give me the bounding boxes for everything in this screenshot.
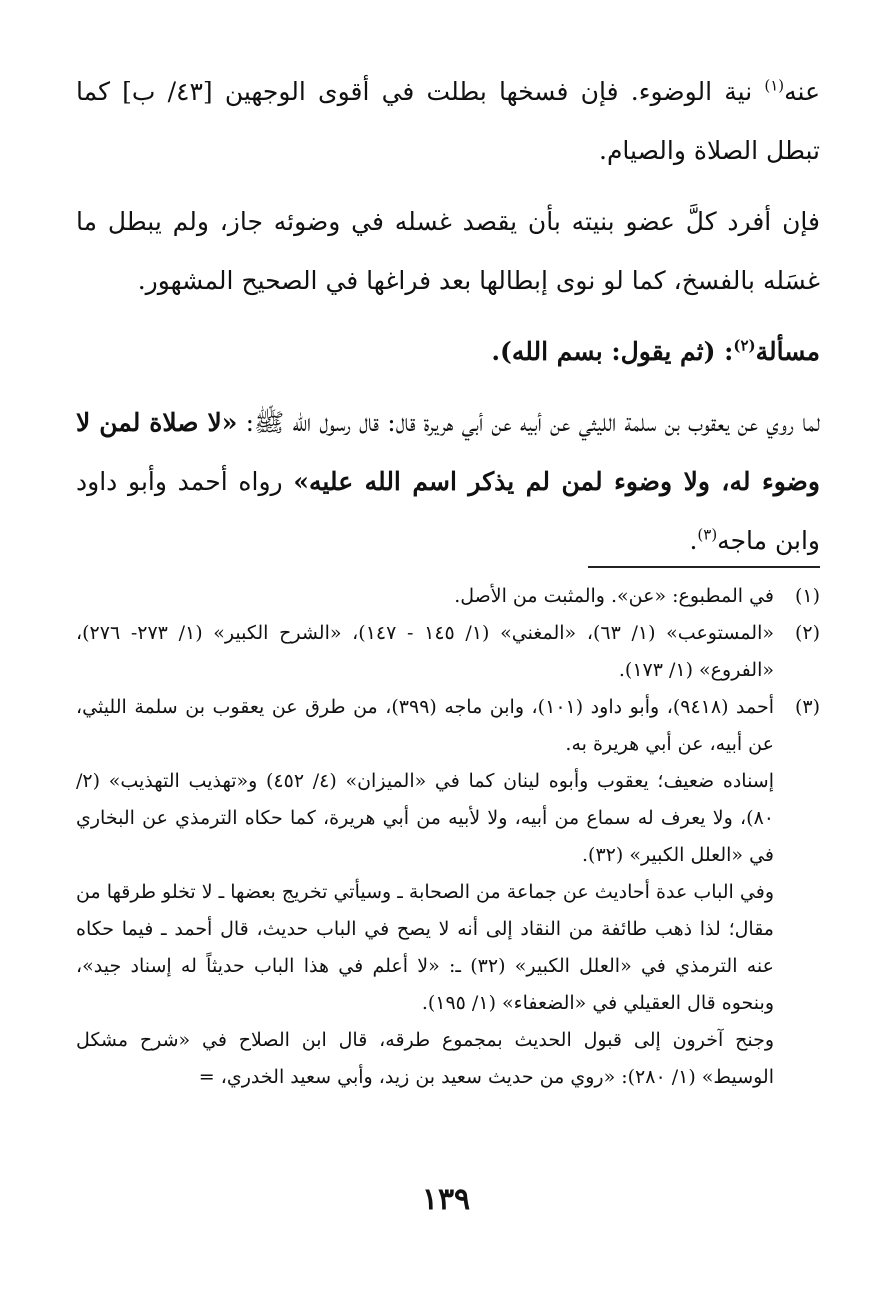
footnote-number: (١) [794,585,820,607]
text-run: رواه أحمد وأبو داود وابن ماجه [76,467,820,555]
footnote-text: أحمد (٩٤١٨)، وأبو داود (١٠١)، وابن ماجه (٣٩٩)، من طرق عن يعقوب بن سلمة الليثي، عن أبيه، عن أبي هريرة به. [76,696,775,755]
main-text [76,62,820,570]
masala-label: مسألة [755,337,820,366]
footnote-body [76,689,774,1096]
masala-text: : (ثم يقول: بسم الله). [491,337,734,366]
paragraph-4 [76,393,820,570]
footnote-2 [76,615,820,689]
footnote-1 [76,578,820,615]
footnote-text: في المطبوع: «عن». والمثبت من الأصل. [454,585,774,607]
text-run: لما روي عن يعقوب بن سلمة الليثي عن أبيه عن أبي هريرة قال: قال رسول الله ﷺ: [237,408,820,437]
footnote-text: وفي الباب عدة أحاديث عن جماعة من الصحابة ـ وسيأتي تخريج بعضها ـ لا تخلو طرقها من مقال؛ لذا ذهب طائفة من النقاد إلى أنه لا يصح في الباب حديث، قال أحمد ـ فيما حكاه عنه الترمذي في «العلل الكبير» (٣٢) ـ: «لا أعلم في هذا الباب حديثاً له إسناد جيد»، وبنحوه قال العقيلي في «الضعفاء» (١/ ١٩٥). [76,881,774,1014]
paragraph-1 [76,62,820,180]
footnote-ref-2[interactable]: (٢) [733,336,756,355]
footnote-separator [588,566,820,568]
footnote-ref-3[interactable]: (٣) [697,525,718,544]
footnote-3 [76,689,820,1096]
footnote-body [76,615,774,689]
masala-heading [76,322,820,381]
footnote-text: إسناده ضعيف؛ يعقوب وأبوه لينان كما في «الميزان» (٤/ ٤٥٢) و«تهذيب التهذيب» (٢/ ٨٠)، ولا يعرف له سماع من أبيه، ولا لأبيه من أبي هريرة، كما حكاه الترمذي عن البخاري في «العلل الكبير» (٣٢). [76,770,775,866]
page-number: ١٣٩ [421,1182,471,1217]
text-run: . [689,526,698,555]
footnote-number: (٣) [794,696,820,718]
footnote-number: (٢) [794,622,820,644]
footnote-text: «المستوعب» (١/ ٦٣)، «المغني» (١/ ١٤٥ - ١٤٧)، «الشرح الكبير» (١/ ٢٧٣- ٢٧٦)، «الفروع» (١/ ١٧٣). [76,622,774,681]
paragraph-2: فإن أفرد كلَّ عضو بنيته بأن يقصد غسله في وضوئه جاز، ولم يبطل ما غسَله بالفسخ، كما لو نوى إبطالها بعد فراغها في الصحيح المشهور. [76,207,820,295]
hadith-quote: «لا صلاة لمن لا وضوء له، ولا وضوء لمن لم يذكر اسم الله عليه» [76,408,820,496]
footnotes [76,578,820,1096]
footnote-body [76,578,774,615]
footnote-text: وجنح آخرون إلى قبول الحديث بمجموع طرقه، قال ابن الصلاح في «شرح مشكل الوسيط» (١/ ٢٨٠): «روي من حديث سعيد بن زيد، وأبي سعيد الخدري، = [76,1029,774,1088]
footnote-ref-1[interactable]: (١) [764,76,785,95]
text-run: نية الوضوء. فإن فسخها بطلت في أقوى الوجهين [٤٣/ ب] كما تبطل الصلاة والصيام. [76,77,820,165]
text-run: عنه [784,77,821,106]
